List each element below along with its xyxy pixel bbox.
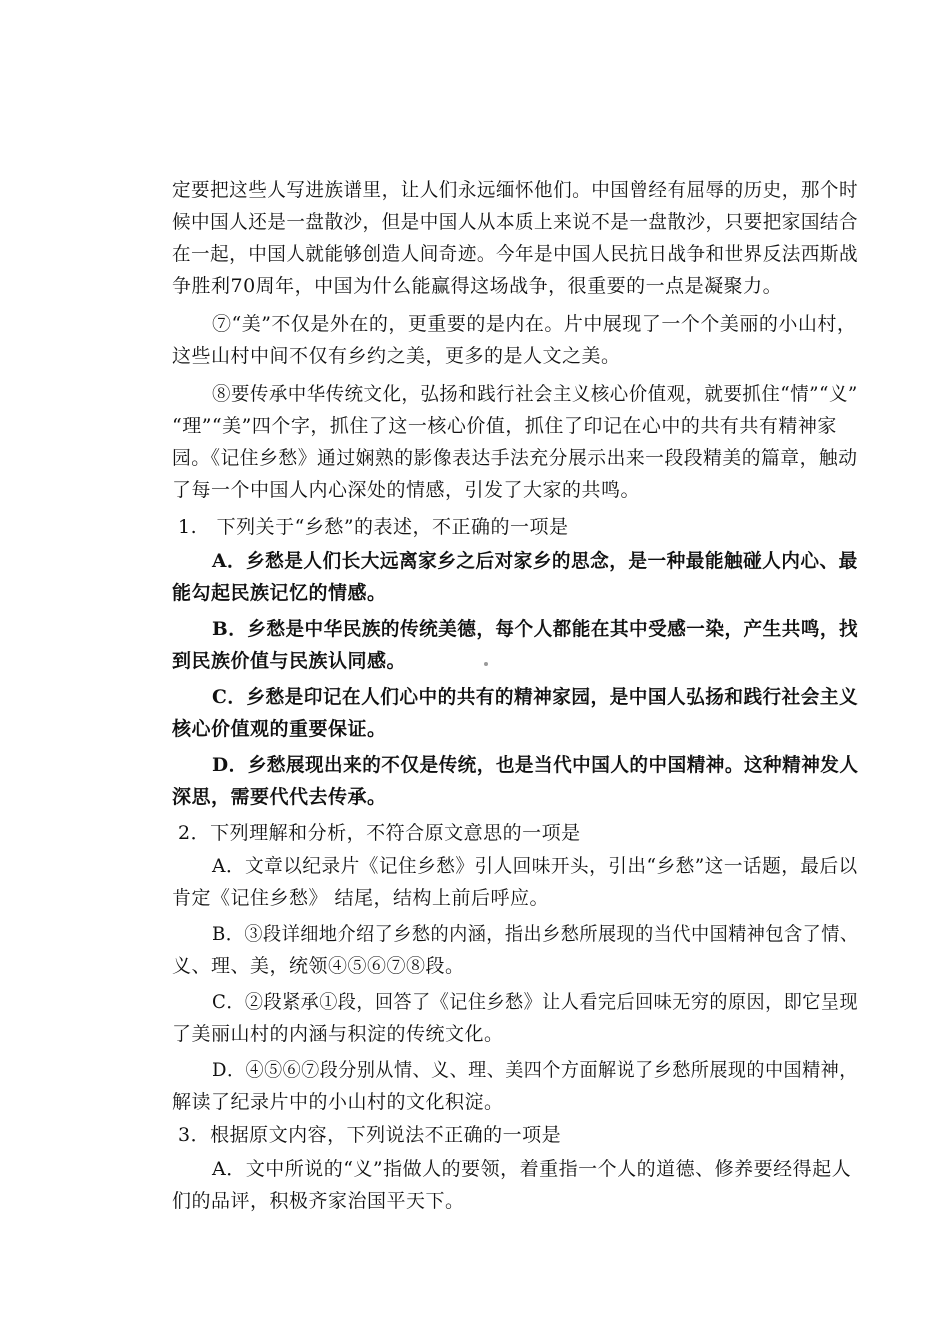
question-2-option-d-line-2: 解读了纪录片中的小山村的文化积淀。 (172, 1091, 504, 1113)
question-2-option-a-line-2: 肯定《记住乡愁》 结尾，结构上前后呼应。 (172, 887, 550, 909)
question-1-option-d-line-1: D．乡愁展现出来的不仅是传统，也是当代中国人的中国精神。这种精神发人 (212, 754, 859, 776)
paragraph-6-line-4: 争胜利70周年，中国为什么能赢得这场战争，很重要的一点是凝聚力。 (172, 275, 783, 297)
question-1-option-c-line-2: 核心价值观的重要保证。 (172, 718, 387, 740)
question-1-option-c-line-1: C．乡愁是印记在人们心中的共有的精神家园，是中国人弘扬和践行社会主义 (212, 686, 859, 708)
question-1-option-d-line-2: 深思，需要代代去传承。 (172, 786, 387, 808)
question-1-option-a-line-1: A．乡愁是人们长大远离家乡之后对家乡的思念，是一种最能触碰人内心、最 (212, 550, 858, 572)
paragraph-8-line-2: “理”“美”四个字，抓住了这一核心价值，抓住了印记在心中的共有共有精神家 (172, 415, 837, 437)
question-2-option-c-line-1: C．②段紧承①段，回答了《记住乡愁》让人看完后回味无穷的原因，即它呈现 (212, 991, 859, 1013)
question-2-option-d-line-1: D．④⑤⑥⑦段分别从情、义、理、美四个方面解说了乡愁所展现的中国精神， (212, 1059, 858, 1081)
question-2-option-c-line-2: 了美丽山村的内涵与积淀的传统文化。 (172, 1023, 504, 1045)
question-2-option-b-line-2: 义、理、美，统领④⑤⑥⑦⑧段。 (172, 955, 465, 977)
paragraph-6-line-1: 定要把这些人写进族谱里，让人们永远缅怀他们。中国曾经有屈辱的历史，那个时 (172, 179, 859, 201)
question-2-option-a-line-1: A．文章以纪录片《记住乡愁》引人回味开头，引出“乡愁”这一话题，最后以 (212, 855, 858, 877)
question-1-option-b-line-1: B．乡愁是中华民族的传统美德，每个人都能在其中受感一染，产生共鸣，找 (212, 618, 859, 640)
question-1-option-a-line-2: 能勾起民族记忆的情感。 (172, 582, 387, 604)
paragraph-7-line-1: ⑦“美”不仅是外在的，更重要的是内在。片中展现了一个个美丽的小山村， (212, 313, 857, 335)
paragraph-7-line-2: 这些山村中间不仅有乡约之美，更多的是人文之美。 (172, 345, 621, 367)
question-3-option-a-line-2: 们的品评，积极齐家治国平天下。 (172, 1190, 465, 1212)
paragraph-6-line-2: 候中国人还是一盘散沙，但是中国人从本质上来说不是一盘散沙，只要把家国结合 (172, 211, 859, 233)
question-3-option-a-line-1: A．文中所说的“义”指做人的要领，着重指一个人的道德、修养要经得起人 (212, 1158, 852, 1180)
paragraph-8-line-3: 园。《记住乡愁》通过娴熟的影像表达手法充分展示出来一段段精美的篇章，触动 (172, 447, 858, 469)
question-2-stem: 2．下列理解和分析，不符合原文意思的一项是 (178, 822, 581, 844)
scan-speck (484, 662, 488, 666)
question-3-stem: 3．根据原文内容，下列说法不正确的一项是 (178, 1124, 562, 1146)
question-2-option-b-line-1: B．③段详细地介绍了乡愁的内涵，指出乡愁所展现的当代中国精神包含了情、 (212, 923, 859, 945)
question-1-stem: 1. 下列关于“乡愁”的表述，不正确的一项是 (178, 516, 569, 538)
paragraph-8-line-4: 了每一个中国人内心深处的情感，引发了大家的共鸣。 (172, 479, 641, 501)
paragraph-6-line-3: 在一起，中国人就能够创造人间奇迹。今年是中国人民抗日战争和世界反法西斯战 (172, 243, 859, 265)
paragraph-8-line-1: ⑧要传承中华传统文化，弘扬和践行社会主义核心价值观，就要抓住“情”“义” (212, 383, 858, 405)
question-1-option-b-line-2: 到民族价值与民族认同感。 (172, 650, 407, 672)
